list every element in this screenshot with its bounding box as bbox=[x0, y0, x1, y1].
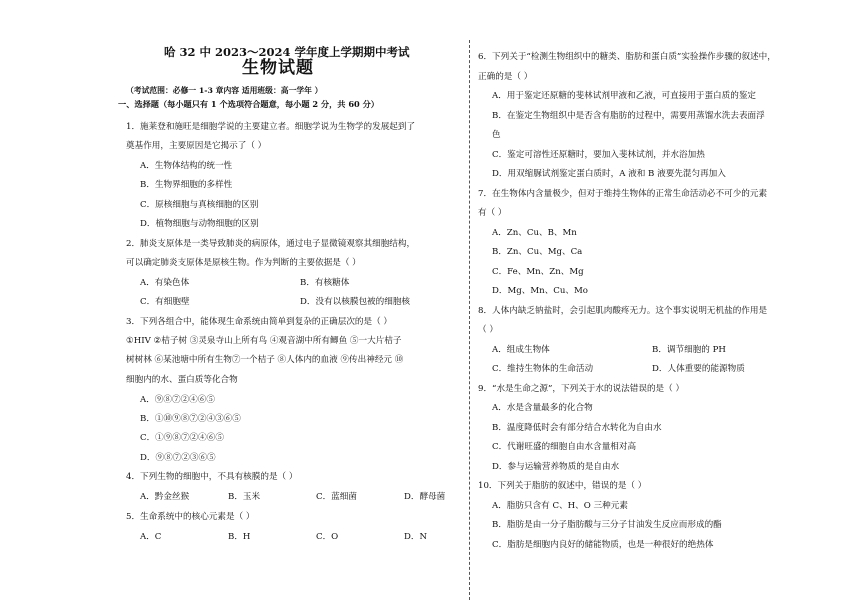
q8-option-d: D．人体重要的能源物质 bbox=[652, 364, 745, 374]
q7-option-b: B．Zn、Cu、Mg、Ca bbox=[492, 247, 583, 257]
q4-options bbox=[140, 491, 492, 504]
q1-option-a: A．生物体结构的统一性 bbox=[140, 161, 233, 171]
q8-option-b: B．调节细胞的 PH bbox=[652, 345, 726, 355]
q2-options-row1 bbox=[140, 277, 460, 290]
q5-option-c: C．O bbox=[316, 532, 339, 542]
q4-stem: 4．下列生物的细胞中，不具有核膜的是（ ） bbox=[126, 472, 298, 482]
q10-stem: 10．下列关于脂肪的叙述中，错误的是（ ） bbox=[478, 481, 647, 491]
q8-stem-line2: （ ） bbox=[478, 325, 498, 335]
q5-options bbox=[140, 531, 492, 544]
q2-stem-line1: 2．肺炎支原体是一类导致肺炎的病原体，通过电子显微镜观察其细胞结构， bbox=[126, 239, 416, 249]
q2-options-row2 bbox=[140, 296, 460, 309]
q10-option-b: B．脂肪是由一分子脂肪酸与三分子甘油发生反应而形成的酯 bbox=[492, 520, 722, 530]
q3-stem-line4: 细胞内的水、蛋白质等化合物 bbox=[126, 375, 238, 385]
q2-option-b: B．有核糖体 bbox=[300, 278, 350, 288]
q3-option-a: A．⑨⑧⑦②④⑥⑤ bbox=[140, 395, 215, 405]
q5-option-a: A．C bbox=[140, 532, 162, 542]
q3-stem-line2: ①HIV ②桔子树 ③灵泉寺山上所有鸟 ④观音湖中所有鲫鱼 ⑤一大片桔子 bbox=[126, 336, 402, 346]
q6-stem-line2: 正确的是（ ） bbox=[478, 72, 533, 82]
q7-option-a: A．Zn、Cu、B、Mn bbox=[492, 228, 577, 238]
q9-option-b: B．温度降低时会有部分结合水转化为自由水 bbox=[492, 423, 662, 433]
subject-title: 生物试题 bbox=[242, 58, 314, 78]
q1-stem-line2: 奠基作用，主要原因是它揭示了（ ） bbox=[126, 141, 267, 151]
q5-stem: 5．生命系统中的核心元素是（ ） bbox=[126, 512, 255, 522]
q10-option-c: C．脂肪是细胞内良好的储能物质，也是一种很好的绝热体 bbox=[492, 540, 714, 550]
q2-option-c: C．有细胞壁 bbox=[140, 297, 190, 307]
q3-option-c: C．①⑨⑧⑦②④⑥⑤ bbox=[140, 433, 224, 443]
q6-option-d: D．用双缩脲试剂鉴定蛋白质时，A 液和 B 液要先混匀再加入 bbox=[492, 169, 726, 179]
q8-option-a: A．组成生物体 bbox=[492, 345, 550, 355]
q8-option-c: C．维持生物体的生命活动 bbox=[492, 364, 594, 374]
q8-stem-line1: 8．人体内缺乏钠盐时，会引起肌肉酸疼无力。这个事实说明无机盐的作用是 bbox=[478, 306, 768, 316]
q4-option-a: A．黔金丝猴 bbox=[140, 492, 190, 502]
exam-info: （考试范围：必修一 1-3 章内容 适用班级：高一学年 ） bbox=[126, 86, 323, 95]
q3-option-b: B．①⑩⑨⑧⑦②④③⑥⑤ bbox=[140, 414, 241, 424]
q8-options-row2 bbox=[492, 363, 812, 376]
q6-stem-line1: 6．下列关于“检测生物组织中的糖类、脂肪和蛋白质”实验操作步骤的叙述中， bbox=[478, 52, 776, 62]
section-heading: 一、选择题（每小题只有 1 个选项符合题意，每小题 2 分，共 60 分） bbox=[118, 99, 379, 109]
q9-option-c: C．代谢旺盛的细胞自由水含量相对高 bbox=[492, 442, 637, 452]
exam-title: 哈 32 中 2023～2024 学年度上学期期中考试 bbox=[164, 45, 410, 59]
q7-option-c: C．Fe、Mn、Zn、Mg bbox=[492, 267, 584, 277]
q1-option-b: B．生物界细胞的多样性 bbox=[140, 180, 233, 190]
column-divider bbox=[469, 40, 470, 600]
q6-option-b-line2: 色 bbox=[492, 130, 501, 140]
q9-option-a: A．水是含量最多的化合物 bbox=[492, 403, 593, 413]
q2-stem-line2: 可以确定肺炎支原体是原核生物。作为判断的主要依据是（ ） bbox=[126, 258, 361, 268]
q1-option-d: D．植物细胞与动物细胞的区别 bbox=[140, 219, 259, 229]
q4-option-d: D．酵母菌 bbox=[404, 492, 446, 502]
q7-stem-line1: 7．在生物体内含量极少，但对于维持生物体的正常生命活动必不可少的元素 bbox=[478, 189, 768, 199]
q7-stem-line2: 有（ ） bbox=[478, 208, 507, 218]
q5-option-b: B．H bbox=[228, 532, 251, 542]
q9-stem: 9．“水是生命之源”，下列关于水的说法错误的是（ ） bbox=[478, 384, 685, 394]
q3-option-d: D．⑨⑧⑦②③⑥⑤ bbox=[140, 453, 216, 463]
q7-option-d: D．Mg、Mn、Cu、Mo bbox=[492, 286, 588, 296]
q10-option-a: A．脂肪只含有 C、H、O 三种元素 bbox=[492, 501, 628, 511]
q4-option-b: B．玉米 bbox=[228, 492, 261, 502]
q2-option-a: A．有染色体 bbox=[140, 278, 190, 288]
q5-option-d: D．N bbox=[404, 532, 428, 542]
q9-option-d: D．参与运输营养物质的是自由水 bbox=[492, 462, 620, 472]
q2-option-d: D．没有以核膜包被的细胞核 bbox=[300, 297, 411, 307]
q1-stem-line1: 1．施莱登和施旺是细胞学说的主要建立者。细胞学说为生物学的发展起到了 bbox=[126, 122, 416, 132]
q3-stem-line1: 3．下列各组合中，能体现生命系统由简单到复杂的正确层次的是（ ） bbox=[126, 317, 393, 327]
q6-option-b-line1: B．在鉴定生物组织中是否含有脂肪的过程中，需要用蒸馏水洗去表面浮 bbox=[492, 111, 765, 121]
q6-option-a: A．用于鉴定还原糖的斐林试剂甲液和乙液，可直接用于蛋白质的鉴定 bbox=[492, 91, 757, 101]
q4-option-c: C．蓝细菌 bbox=[316, 492, 357, 502]
q3-stem-line3: 树树林 ⑥某池塘中所有生物⑦一个桔子 ⑧人体内的血液 ⑨传出神经元 ⑩ bbox=[126, 355, 404, 365]
q1-option-c: C．原核细胞与真核细胞的区别 bbox=[140, 200, 259, 210]
q8-options-row1 bbox=[492, 344, 812, 357]
q6-option-c: C．鉴定可溶性还原糖时，要加入斐林试剂，并水浴加热 bbox=[492, 150, 705, 160]
